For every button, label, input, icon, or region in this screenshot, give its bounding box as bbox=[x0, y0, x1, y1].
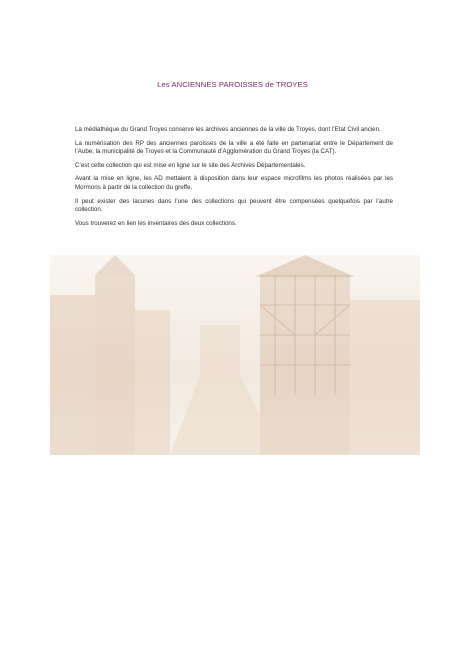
paragraph: Vous trouverez en lien les inventaires des deux collections. bbox=[75, 219, 237, 227]
paragraph: La numérisation des RP des anciennes paroisses de la ville a été faite en partenariat entre le Département de l’Aube, la municipalité de Troyes et la Communauté d’Agglomération du Grand Troyes (la CAT). bbox=[75, 139, 393, 156]
street-scene-watermark bbox=[50, 255, 420, 455]
paragraph: La médiathèque du Grand Troyes conserve les archives anciennes de la ville de Troyes, dont l’Etat Civil ancien. bbox=[75, 126, 381, 133]
document-title: Les ANCIENNES PAROISSES de TROYES bbox=[157, 80, 308, 89]
paragraph: Il peut exister des lacunes dans l’une des collections qui peuvent être compensées quelquefois par l’autre collection. bbox=[75, 197, 393, 214]
paragraph: C’est cette collection qui est mise en ligne sur le site des Archives Départementales. bbox=[75, 161, 306, 169]
document-body bbox=[75, 126, 393, 233]
paragraph: Avant la mise en ligne, les AD mettaient à disposition dans leur espace microfilms les photos réalisées par les Mormons à partir de la collection du greffe. bbox=[75, 175, 393, 191]
